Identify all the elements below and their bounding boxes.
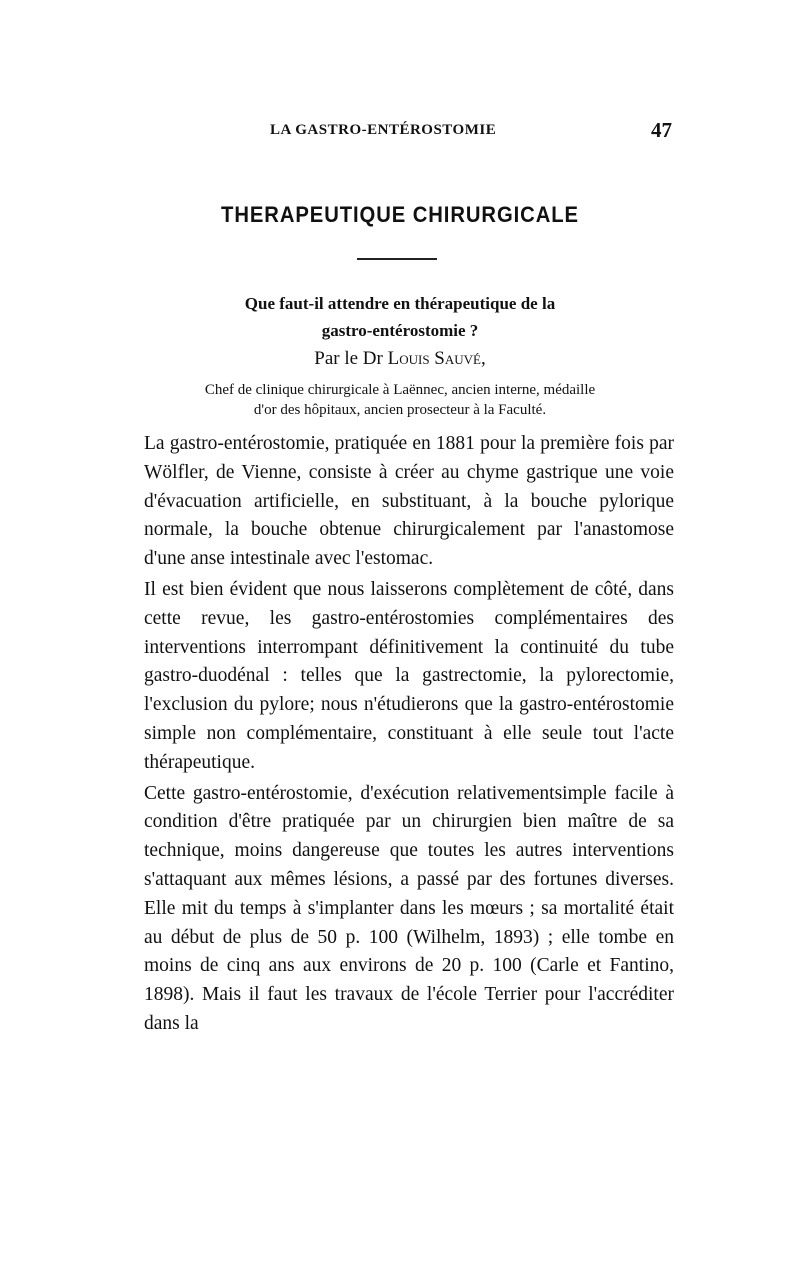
affiliation-line-1: Chef de clinique chirurgicale à Laënnec, ancien interne, médaille [204,382,596,398]
author-affiliation [120,380,680,420]
author-name: Louis Sauvé, [387,348,486,369]
body-paragraph-2: Il est bien évident que nous laisserons complètement de côté, dans cette revue, les gastro-entérostomies complémentaires des interventions interrompant définitivement la continuité du tube gastro-duodénal : telles que la gastrectomie, la pylorectomie, l'exclusion du pylore; nous n'étudierons que la gastro-entérostomie simple non complémentaire, constituant à elle seule tout l'acte thérapeutique. [144,578,674,773]
body-paragraph-3: Cette gastro-entérostomie, d'exécution relativementsimple facile à condition d'être pratiquée par un chirurgien bien maître de sa technique, moins dangereuse que toutes les autres interventions s'attaquant aux mêmes lésions, a passé par des fortunes diverses. Elle mit du temps à s'implanter dans les mœurs ; sa mortalité était au début de plus de 50 p. 100 (Wilhelm, 1893) ; elle tombe en moins de cinq ans aux environs de 20 p. 100 (Carle et Fantino, 1898). Mais il faut les travaux de l'école Terrier pour l'accréditer dans la [144,782,674,1034]
page-number: 47 [651,118,672,142]
title-divider [357,258,437,260]
body-paragraph-1: La gastro-entérostomie, pratiquée en 1881 pour la première fois par Wölfler, de Vienne, consiste à créer au chyme gastrique une voie d'évacuation artificielle, en substituant, à la bouche pylorique normale, la bouche obtenue chirurgicalement par l'anastomose d'une anse intestinale avec l'estomac. [144,433,674,570]
affiliation-line-2: d'or des hôpitaux, ancien prosecteur à la Faculté. [253,402,547,418]
subtitle-line-1: Que faut-il attendre en thérapeutique de la [244,294,556,313]
subtitle-line-2: gastro-entérostomie ? [321,321,479,340]
running-title: LA GASTRO-ENTÉROSTOMIE [270,122,497,138]
body-text [144,430,674,1039]
running-head [120,118,680,144]
section-title: THERAPEUTIQUE CHIRURGICALE [221,202,579,227]
author-prefix: Par le Dr [314,348,388,369]
author-line [120,348,680,370]
article-subtitle [120,290,680,344]
